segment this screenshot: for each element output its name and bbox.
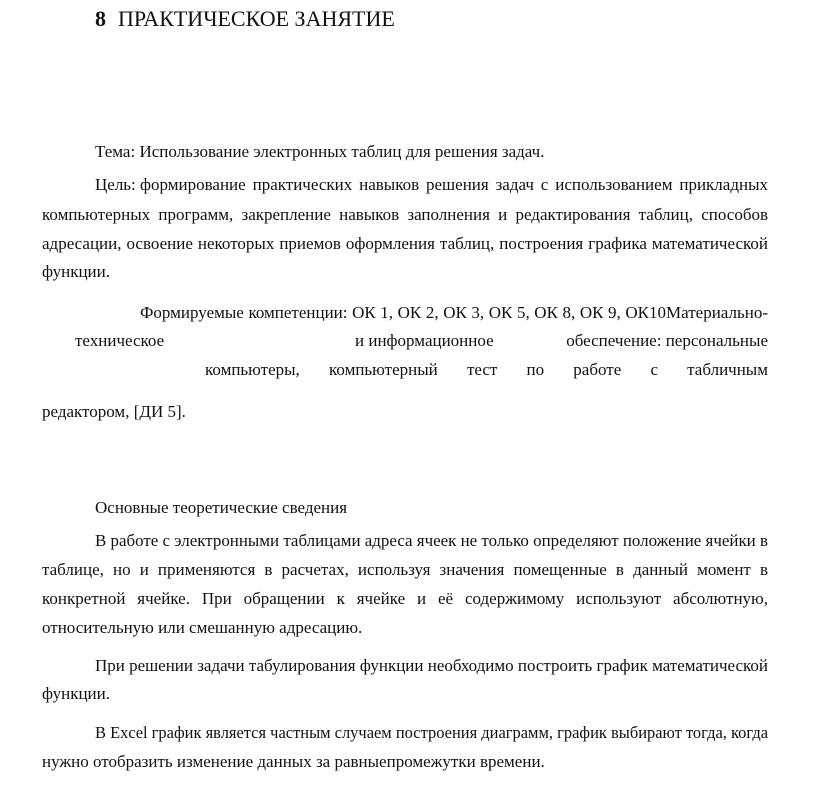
section-title: ПРАКТИЧЕСКОЕ ЗАНЯТИЕ [118,6,395,31]
competencies-line: Формируемые компетенции: ОК 1, ОК 2, ОК 3, ОК 5, ОК 8, ОК 9, ОК10Материально- [140,303,768,322]
support-word-1: техническое [75,331,165,350]
support-word-3: обеспечение: персональные [566,331,768,350]
section-number: 8 [95,6,106,31]
topic-text: Использование электронных таблиц для решения задач. [139,142,545,161]
word: компьютеры, [205,360,300,379]
goal-line-4: функции. [42,262,110,281]
p2-line-1: При решении задачи табулирования функции необходимо построить график математической [95,656,768,675]
goal-line-3: адресации, освоение некоторых приемов оформления таблиц, построения графика математической [42,234,768,253]
p3-line-1: В Excel график является частным случаем построения диаграмм, график выбирают тогда, когда [95,723,768,742]
goal-line-2: компьютерных программ, закрепление навыков заполнения и редактирования таблиц, способов [42,205,768,224]
p1-line-2: таблице, но и применяются в расчетах, используя значения помещенные в данный момент в [42,560,768,579]
goal-label: Цель: [95,175,136,194]
topic-label: Тема: [95,142,136,161]
word: с [650,360,658,379]
p2-line-2: функции. [42,684,110,703]
p1-line-3: конкретной ячейке. При обращении к ячейке и её содержимому используют абсолютную, [42,589,768,608]
topic-line [95,141,544,163]
p3-line-2: нужно отобразить изменение данных за равныепромежутки времени. [42,752,545,771]
word: компьютерный [329,360,438,379]
support-line-4: редактором, [ДИ 5]. [42,402,186,421]
p1-line-1: В работе с электронными таблицами адреса ячеек не только определяют положение ячейки в [95,531,768,550]
word: по [526,360,545,379]
theory-heading: Основные теоретические сведения [95,498,348,517]
support-word-2: и информационное [355,331,494,350]
goal-line-1: формирование практических навыков решения задач с использованием прикладных [140,175,768,194]
p1-line-4: относительную или смешанную адресацию. [42,618,363,637]
word: тест [466,360,498,379]
page-title [95,5,395,33]
word: работе [573,360,622,379]
word: табличным [687,360,768,379]
support-line-3 [205,359,768,381]
